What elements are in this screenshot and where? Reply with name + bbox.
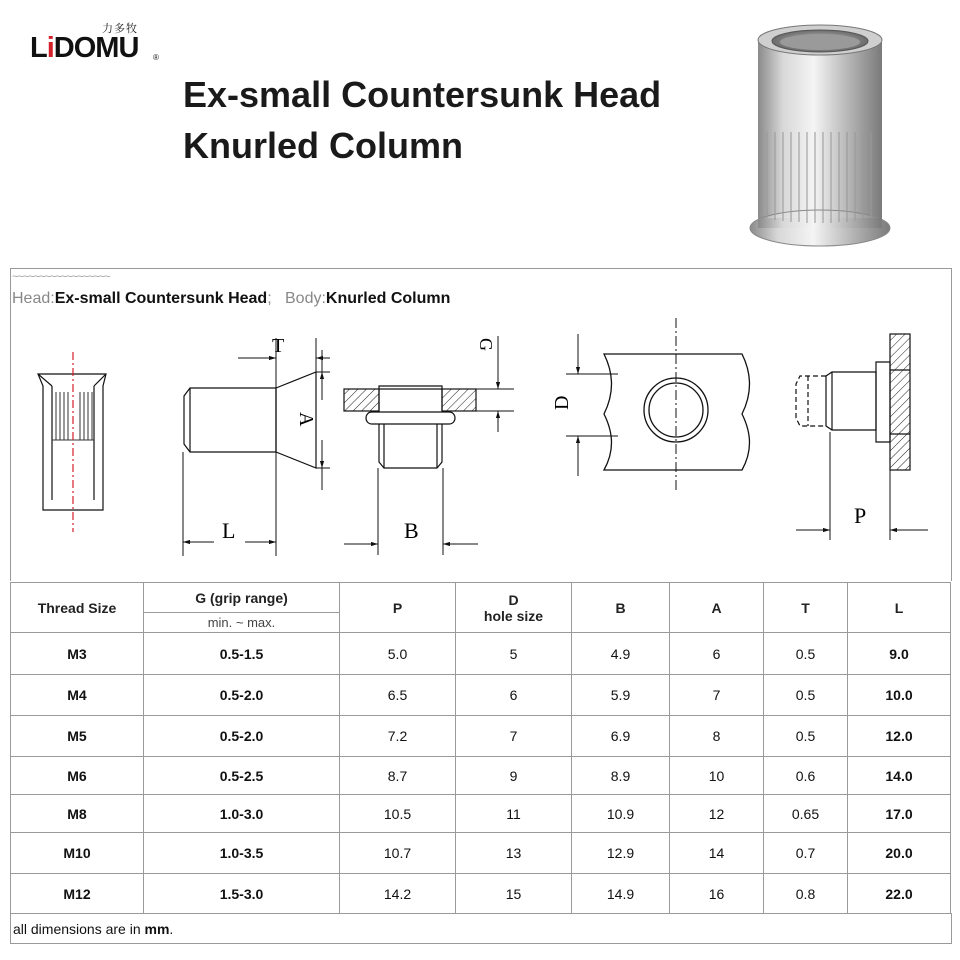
cell-b: 8.9 xyxy=(572,757,670,795)
header-l: L xyxy=(848,583,951,633)
cell-p: 8.7 xyxy=(340,757,456,795)
units-note xyxy=(10,913,952,944)
spec-table-body xyxy=(11,633,951,914)
cell-size: M3 xyxy=(11,633,144,675)
table-row xyxy=(11,833,951,874)
header-b: B xyxy=(572,583,670,633)
cell-l: 14.0 xyxy=(848,757,951,795)
cell-d: 7 xyxy=(456,716,572,757)
dim-label-G: G xyxy=(476,338,496,351)
cell-g: 1.0-3.5 xyxy=(144,833,340,874)
header-d-label: D xyxy=(508,591,519,608)
cell-l: 12.0 xyxy=(848,716,951,757)
cell-p: 10.7 xyxy=(340,833,456,874)
body-value: Knurled Column xyxy=(325,290,451,307)
installed-section-drawing xyxy=(344,336,514,555)
cell-size: M12 xyxy=(11,874,144,914)
header-g-sub: min. ~ max. xyxy=(144,613,340,633)
table-row xyxy=(11,716,951,757)
registered-mark: ® xyxy=(153,53,159,62)
cell-t: 0.6 xyxy=(764,757,848,795)
table-row xyxy=(11,795,951,833)
cell-t: 0.5 xyxy=(764,633,848,675)
cell-p: 5.0 xyxy=(340,633,456,675)
dim-label-L: L xyxy=(222,518,236,543)
cell-d: 11 xyxy=(456,795,572,833)
cell-a: 10 xyxy=(670,757,764,795)
body-label: Body: xyxy=(285,290,326,307)
cell-b: 14.9 xyxy=(572,874,670,914)
cell-size: M4 xyxy=(11,675,144,716)
header-g: G (grip range) xyxy=(144,583,340,613)
units-note-text: all dimensions are in xyxy=(13,921,145,937)
plate-hole-drawing xyxy=(566,318,750,492)
cell-a: 6 xyxy=(670,633,764,675)
cell-d: 5 xyxy=(456,633,572,675)
units-note-unit: mm xyxy=(144,921,170,937)
decorative-tilde-line: ~~~~~~~~~~~~~~~~~~ xyxy=(12,271,110,283)
cell-d: 9 xyxy=(456,757,572,795)
cell-b: 6.9 xyxy=(572,716,670,757)
brand-name-l: L xyxy=(30,32,47,64)
table-row xyxy=(11,874,951,914)
side-view-drawing xyxy=(183,338,330,556)
cell-size: M5 xyxy=(11,716,144,757)
cross-section-drawing xyxy=(38,352,106,532)
cell-l: 9.0 xyxy=(848,633,951,675)
cell-d: 6 xyxy=(456,675,572,716)
dim-label-B: B xyxy=(404,518,419,543)
cell-g: 1.5-3.0 xyxy=(144,874,340,914)
cell-size: M8 xyxy=(11,795,144,833)
cell-b: 12.9 xyxy=(572,833,670,874)
cell-a: 16 xyxy=(670,874,764,914)
cell-l: 17.0 xyxy=(848,795,951,833)
table-row xyxy=(11,757,951,795)
cell-b: 10.9 xyxy=(572,795,670,833)
cell-t: 0.65 xyxy=(764,795,848,833)
cell-a: 8 xyxy=(670,716,764,757)
cell-t: 0.7 xyxy=(764,833,848,874)
header-a: A xyxy=(670,583,764,633)
brand-name-rest: DOMU xyxy=(53,32,139,64)
cell-d: 15 xyxy=(456,874,572,914)
cell-a: 14 xyxy=(670,833,764,874)
cell-g: 0.5-2.5 xyxy=(144,757,340,795)
cell-t: 0.5 xyxy=(764,716,848,757)
cell-a: 12 xyxy=(670,795,764,833)
brand-chinese-name: 力多牧 xyxy=(102,22,138,35)
cell-b: 4.9 xyxy=(572,633,670,675)
cell-d: 13 xyxy=(456,833,572,874)
cell-size: M10 xyxy=(11,833,144,874)
cell-g: 0.5-1.5 xyxy=(144,633,340,675)
cell-p: 7.2 xyxy=(340,716,456,757)
cell-b: 5.9 xyxy=(572,675,670,716)
head-value: Ex-small Countersunk Head xyxy=(54,290,268,307)
header-d-sub: hole size xyxy=(483,607,544,624)
units-note-end: . xyxy=(169,921,174,937)
header-thread-size: Thread Size xyxy=(11,583,144,633)
header-p: P xyxy=(340,583,456,633)
cell-p: 14.2 xyxy=(340,874,456,914)
cell-size: M6 xyxy=(11,757,144,795)
spec-table xyxy=(10,582,951,914)
separator: ; xyxy=(267,290,272,307)
cell-a: 7 xyxy=(670,675,764,716)
table-row xyxy=(11,633,951,675)
head-label: Head: xyxy=(12,290,55,307)
cell-t: 0.8 xyxy=(764,874,848,914)
dim-label-P: P xyxy=(854,503,867,528)
brand-name-i: i xyxy=(46,32,54,64)
cell-t: 0.5 xyxy=(764,675,848,716)
header-d xyxy=(456,583,572,633)
cell-l: 10.0 xyxy=(848,675,951,716)
dim-label-D: D xyxy=(551,395,573,410)
cell-g: 0.5-2.0 xyxy=(144,675,340,716)
product-title-line2: Knurled Column xyxy=(183,125,463,166)
product-title-line1: Ex-small Countersunk Head xyxy=(183,74,662,115)
cell-p: 6.5 xyxy=(340,675,456,716)
dim-label-T: T xyxy=(272,335,285,357)
cell-l: 22.0 xyxy=(848,874,951,914)
dim-label-A: A xyxy=(295,412,317,427)
header-t: T xyxy=(764,583,848,633)
table-row xyxy=(11,675,951,716)
cell-p: 10.5 xyxy=(340,795,456,833)
cell-g: 0.5-2.0 xyxy=(144,716,340,757)
cell-g: 1.0-3.0 xyxy=(144,795,340,833)
cell-l: 20.0 xyxy=(848,833,951,874)
